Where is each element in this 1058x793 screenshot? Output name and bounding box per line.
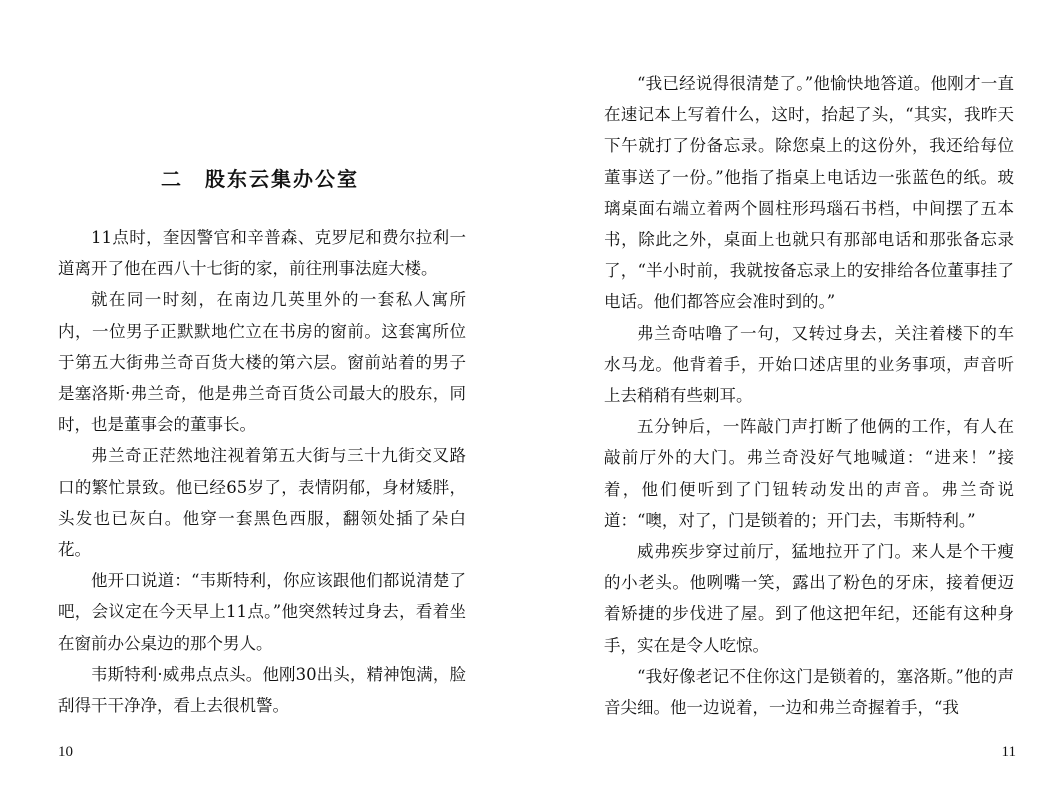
paragraph: 五分钟后，一阵敲门声打断了他俩的工作，有人在敲前厅外的大门。弗兰奇没好气地喊道：“进来！”接着，他们便听到了门钮转动发出的声音。弗兰奇说道：“噢，对了，门是锁着的；开门去，韦斯特利。” bbox=[604, 417, 1014, 530]
paragraph: 他开口说道：“韦斯特利，你应该跟他们都说清楚了吧，会议定在今天早上11点。”他突然转过身去，看着坐在窗前办公桌边的那个男人。 bbox=[58, 571, 466, 653]
paragraph: 就在同一时刻，在南边几英里外的一套私人寓所内，一位男子正默默地伫立在书房的窗前。这套寓所位于第五大街弗兰奇百货大楼的第六层。窗前站着的男子是塞洛斯·弗兰奇，他是弗兰奇百货公司最大的股东，同时，也是董事会的董事长。 bbox=[58, 290, 466, 435]
chapter-title: 二 股东云集办公室 bbox=[161, 167, 359, 191]
paragraph: 11点时，奎因警官和辛普森、克罗尼和费尔拉利一道离开了他在西八十七街的家，前往刑事法庭大楼。 bbox=[58, 228, 466, 279]
right-body-text bbox=[604, 68, 1014, 723]
page-number: 10 bbox=[58, 744, 73, 760]
left-body-text bbox=[58, 222, 466, 721]
paragraph: 弗兰奇咕噜了一句，又转过身去，关注着楼下的车水马龙。他背着手，开始口述店里的业务事项，声音听上去稍稍有些刺耳。 bbox=[604, 323, 1014, 406]
paragraph: 威弗疾步穿过前厅，猛地拉开了门。来人是个干瘦的小老头。他咧嘴一笑，露出了粉色的牙床，接着便迈着矫捷的步伐进了屋。到了他这把年纪，还能有这种身手，实在是令人吃惊。 bbox=[604, 542, 1014, 655]
paragraph: 韦斯特利·威弗点点头。他刚30出头，精神饱满，脸刮得干干净净，看上去很机警。 bbox=[58, 664, 466, 716]
paragraph: “我好像老记不住你这门是锁着的，塞洛斯。”他的声音尖细。他一边说着，一边和弗兰奇握着手，“我 bbox=[604, 666, 1014, 718]
paragraph: 弗兰奇正茫然地注视着第五大街与三十九街交叉路口的繁忙景致。他已经65岁了，表情阴郁，身材矮胖，头发也已灰白。他穿一套黑色西服，翻领处插了朵白花。 bbox=[58, 446, 466, 560]
paragraph: “我已经说得很清楚了。”他愉快地答道。他刚才一直在速记本上写着什么，这时，抬起了头，“其实，我昨天下午就打了份备忘录。除您桌上的这份外，我还给每位董事送了一份。”他指了指桌上电话边一张蓝色的纸。玻璃桌面右端立着两个圆柱形玛瑙石书档，中间摆了五本书，除此之外，桌面上也就只有那部电话和那张备忘录了，“半小时前，我就按备忘录上的安排给各位董事挂了电话。他们都答应会准时到的。” bbox=[604, 74, 1014, 312]
right-page bbox=[529, 0, 1058, 793]
page-number: 11 bbox=[1001, 744, 1016, 760]
